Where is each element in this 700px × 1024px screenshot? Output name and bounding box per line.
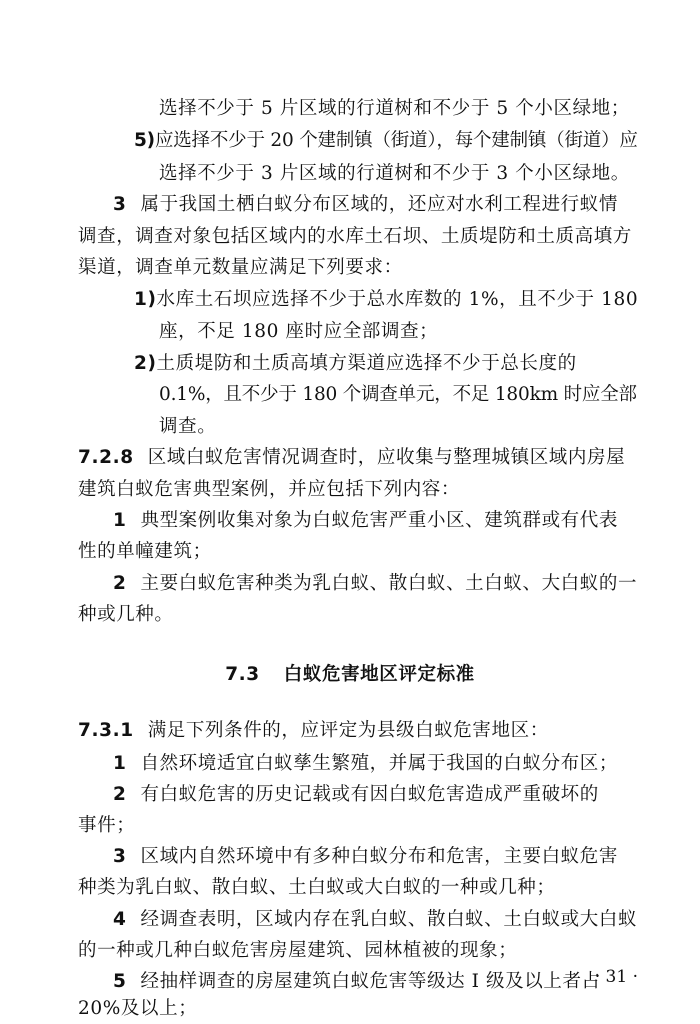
line-text: 经调查表明，区域内存在乳白蚁、散白蚁、土白蚁或大白蚁 (140, 909, 638, 930)
item-label: 2) (134, 353, 157, 374)
line-text: 选择不少于 5 片区域的行道树和不少于 5 个小区绿地； (159, 98, 630, 119)
line-text: 建筑白蚁危害典型案例，并应包括下列内容： (78, 479, 461, 500)
line-text: 区域白蚁危害情况调查时，应收集与整理城镇区域内房屋 (147, 447, 626, 468)
line-text: 水库土石坝应选择不少于总水库数的 1%，且不少于 180 (156, 289, 639, 310)
line-text: 区域内自然环境中有多种白蚁分布和危害，主要白蚁危害 (140, 846, 618, 867)
clause-number: 7.3.1 (78, 720, 134, 741)
text-line (78, 994, 197, 1024)
item-label: 2 (113, 573, 127, 594)
line-text: 种或几种。 (78, 604, 174, 625)
item-label: 3 (113, 194, 127, 215)
line-text: 调查，调查对象包括区域内的水库土石坝、土质堤防和土质高填方 (78, 226, 632, 247)
line-text: 典型案例收集对象为白蚁危害严重小区、建筑群或有代表 (140, 510, 618, 531)
line-text: 20%及以上； (78, 998, 198, 1019)
line-text: 调查。 (159, 416, 217, 437)
line-text: 应选择不少于 20 个建制镇（街道），每个建制镇（街道）应 (154, 130, 638, 151)
line-text: 选择不少于 3 片区域的行道树和不少于 3 个小区绿地。 (159, 163, 630, 184)
line-text: 种类为乳白蚁、散白蚁、土白蚁或大白蚁的一种或几种； (78, 877, 556, 898)
item-label: 5 (113, 971, 127, 992)
clause-item (113, 776, 599, 814)
page-number: · 31 · (594, 967, 638, 987)
line-text: 的一种或几种白蚁危害房屋建筑、园林植被的现象； (78, 940, 518, 961)
item-label: 1) (134, 289, 157, 310)
line-text: 满足下列条件的，应评定为县级白蚁危害地区： (147, 720, 549, 741)
item-label: 1 (113, 510, 127, 531)
line-text: 属于我国土栖白蚁分布区域的，还应对水利工程进行蚁情 (140, 194, 618, 215)
line-text: 土质堤防和土质高填方渠道应选择不少于总长度的 (156, 353, 577, 374)
clause-item (113, 565, 637, 603)
item-label: 3 (113, 846, 127, 867)
line-text: 自然环境适宜白蚁孳生繁殖，并属于我国的白蚁分布区； (140, 753, 618, 774)
clause-number: 7.2.8 (78, 447, 134, 468)
line-text: 事件； (78, 815, 136, 836)
section-number: 7.3 (225, 664, 260, 685)
line-text: 性的单幢建筑； (78, 541, 212, 562)
section-title: 白蚁危害地区评定标准 (283, 664, 475, 685)
item-label: 2 (113, 784, 127, 805)
line-text: 有白蚁危害的历史记载或有因白蚁危害造成严重破坏的 (140, 784, 599, 805)
line-text: 座，不足 180 座时应全部调查； (159, 321, 439, 342)
item-label: 1 (113, 753, 127, 774)
line-text: 经抽样调查的房屋建筑白蚁危害等级达 Ⅰ 级及以上者占 (140, 971, 601, 992)
item-label: 4 (113, 909, 127, 930)
line-text: 主要白蚁危害种类为乳白蚁、散白蚁、土白蚁、大白蚁的一 (140, 573, 638, 594)
text-line (78, 596, 174, 634)
section-heading (0, 656, 700, 694)
line-text: 渠道，调查单元数量应满足下列要求： (78, 257, 403, 278)
item-label: 5) (134, 130, 155, 151)
text-line (159, 376, 637, 414)
line-text: 0.1%，且不少于 180 个调查单元，不足 180km 时应全部 (159, 384, 637, 405)
